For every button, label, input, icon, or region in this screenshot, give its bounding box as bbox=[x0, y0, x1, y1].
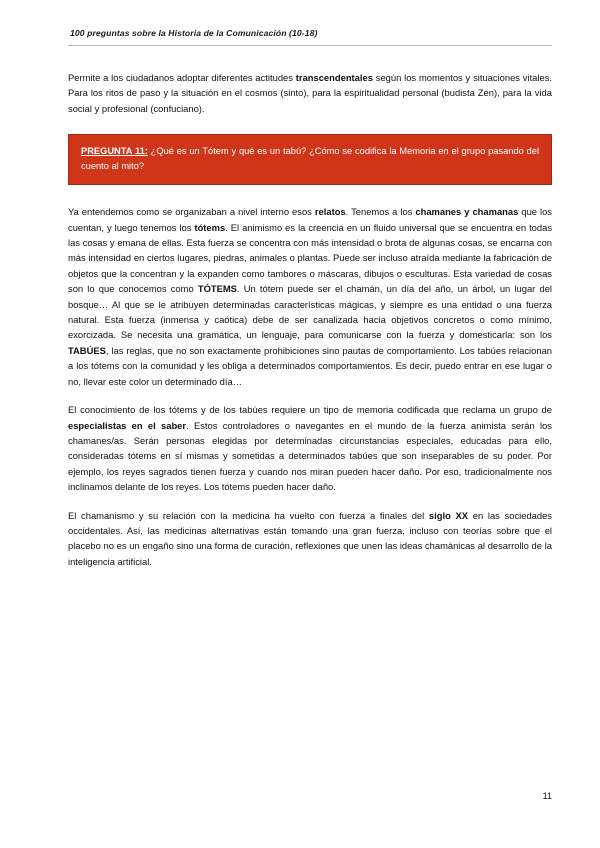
bold-run: TABÚES bbox=[68, 344, 106, 356]
text-run: , las reglas, que no son exactamente prohibiciones sino pautas de comportamiento. Los tabúes relacionan a los tótems con la comunidad y les obliga a determinados comportamientos. Es decir, puedo entrar en ese lugar o no, llevar este color un determinado día… bbox=[68, 344, 552, 387]
paragraph-3 bbox=[68, 508, 552, 570]
text-run: . Estos controladores o navegantes en el mundo de la fuerza animista serán los chamanes/as. Serán personas elegidas por determinadas circunstancias especiales, educadas para ello, consideradas tótems en sí mismas y sometidas a determinados tabúes que son inseparables de su poder. Por ejemplo, los reyes sagrados tienen fuerza y cuando nos miran pueden hacer daño. Por eso, tradicionalmente nos inclinamos delante de los reyes. Los tótems pueden hacer daño. bbox=[68, 419, 552, 493]
text-run: Permite a los ciudadanos adoptar diferentes actitudes bbox=[68, 72, 296, 83]
bold-run: especialistas en el saber bbox=[68, 419, 187, 431]
running-header: 100 preguntas sobre la Historia de la Comunicación (10-18) bbox=[70, 28, 318, 38]
text-run: El conocimiento de los tótems y de los tabúes requiere un tipo de memoria codificada que reclama un grupo de bbox=[68, 404, 552, 416]
text-run: . El animismo es la creencia en un fluido universal que se encuentra en todas las cosas y emana de ellas. Esta fuerza se concentra con más intensidad o brota de algunas cosas, se encarna con más intensidad en ciertos lugares, piedras, animales o plantas. Puede ser incluso atraída mediante la fabricación de objetos que la concentran y la expanden como tambores o máscaras, dibujos o esculturas. Esta variedad de cosas son lo que conocemos como bbox=[68, 221, 553, 295]
bold-run: TÓTEMS bbox=[197, 283, 237, 295]
text-run: . Un tótem puede ser el chamán, un día del año, un árbol, un lugar del bosque… Al que se le atribuyen determinadas características mágicas, y siempre es una entidad o una fuerza natural. Esta fuerza (inmensa y caótica) debe de ser canalizada hacia objetivos concretos o como mínimo, exorcizada. Se necesita una gramática, un lenguaje, para comunicarse con la fuerza y domesticarla: son los bbox=[68, 283, 552, 341]
text-run: Ya entendemos como se organizaban a nivel interno esos bbox=[68, 206, 315, 218]
text-run: El chamanismo y su relación con la medicina ha vuelto con fuerza a finales del bbox=[68, 509, 429, 521]
text-run: . Tenemos a los bbox=[345, 206, 416, 218]
question-callout bbox=[68, 134, 552, 185]
text-run: según los momentos y situaciones vitales. Para los ritos de paso y la situación en el cosmos (sinto), para la espiritualidad personal (budista Zen), para la vida social y profesional (confuciano). bbox=[68, 72, 552, 114]
bold-run: transcendentales bbox=[295, 72, 373, 83]
paragraph-intro bbox=[68, 70, 552, 116]
paragraph-2 bbox=[68, 402, 552, 494]
question-body: ¿Qué es un Tótem y qué es un tabú? ¿Cómo se codifica la Memoria en el grupo pasando del cuento al mito? bbox=[81, 146, 540, 172]
bold-run: relatos bbox=[314, 206, 346, 218]
text-run: en las sociedades occidentales. Así, las medicinas alternativas están tomando una gran fuerza, incluso con teorías sobre que el placebo no es un engaño sino una forma de curación, reflexiones que unen las ideas chamánicas al desarrollo de la inteligencia artificial. bbox=[68, 509, 552, 567]
header-divider bbox=[68, 45, 552, 46]
page-number: 11 bbox=[542, 791, 552, 801]
text-run: que los cuentan, y luego tenemos los bbox=[68, 206, 552, 233]
question-label: PREGUNTA 11: bbox=[81, 146, 148, 157]
question-text bbox=[81, 144, 539, 174]
bold-run: chamanes y chamanas bbox=[415, 206, 519, 218]
paragraph-1 bbox=[68, 204, 552, 389]
bold-run: siglo XX bbox=[428, 509, 469, 521]
bold-run: tótems bbox=[194, 221, 226, 233]
